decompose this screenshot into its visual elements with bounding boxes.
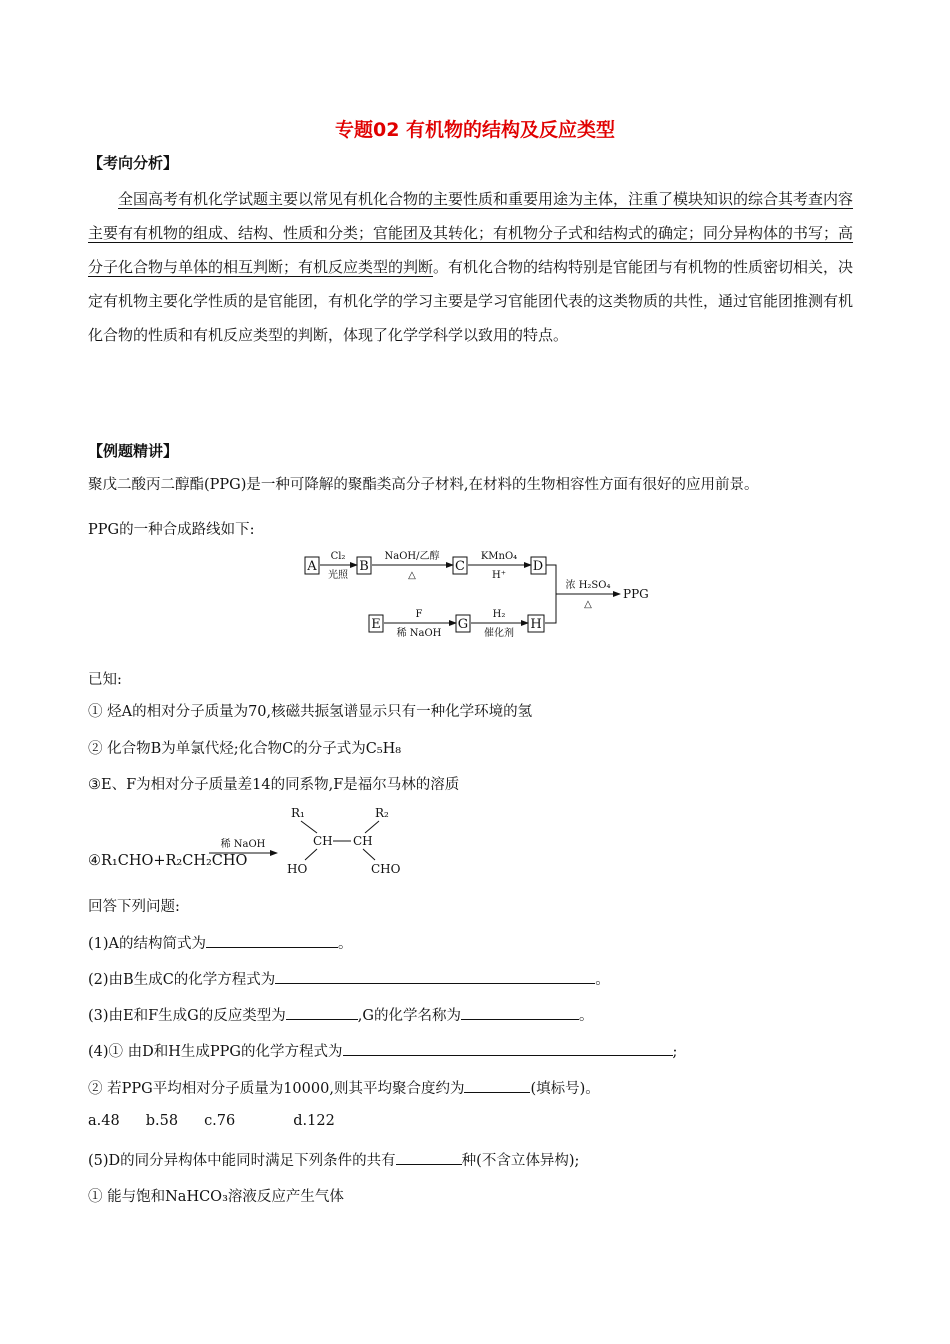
- bond-r2-ch: [365, 821, 379, 833]
- arrow-to-ppg-above: 浓 H₂SO₄: [565, 580, 611, 591]
- carbon-left: CH: [313, 834, 333, 848]
- question-2-text: (2)由B生成C的化学方程式为: [88, 972, 276, 988]
- question-3: [88, 1004, 593, 1025]
- answer-blank-3b[interactable]: [461, 1005, 579, 1020]
- answer-blank-4-2[interactable]: [464, 1078, 530, 1093]
- box-a-label: A: [307, 559, 317, 574]
- section-heading-analysis: 【考向分析】: [88, 154, 179, 172]
- product-ppg: PPG: [623, 587, 649, 601]
- arrow-c-d-below: H⁺: [492, 570, 506, 581]
- question-4-1: [88, 1040, 677, 1061]
- box-d-label: D: [532, 559, 544, 574]
- answer-blank-2[interactable]: [275, 969, 595, 984]
- question-2: [88, 968, 610, 989]
- question-4-2-end: (填标号)。: [530, 1081, 600, 1097]
- bond-ch-oh: [305, 849, 317, 860]
- question-4-2: [88, 1077, 600, 1098]
- box-g-label: G: [457, 617, 469, 632]
- known-item-3: ③E、F为相对分子质量差14的同系物,F是福尔马林的溶质: [88, 777, 460, 793]
- answer-blank-4-1[interactable]: [343, 1041, 673, 1056]
- intro-text: 聚戊二酸丙二醇酯(PPG)是一种可降解的聚酯类高分子材料,在材料的生物相容性方面有很好的应用前景。: [88, 477, 759, 493]
- question-4-2-text: ② 若PPG平均相对分子质量为10000,则其平均聚合度约为: [88, 1081, 465, 1097]
- box-b-label: B: [359, 559, 369, 574]
- synthesis-scheme: [290, 545, 670, 645]
- arrow-c-d-above: KMnO₄: [480, 551, 518, 562]
- group-cho: CHO: [371, 862, 401, 876]
- condition-1: ① 能与饱和NaHCO₃溶液反应产生气体: [88, 1189, 344, 1205]
- option-c[interactable]: c.76: [204, 1113, 236, 1129]
- arrow-a-b-above: Cl₂: [330, 551, 346, 562]
- page-title: 专题02 有机物的结构及反应类型: [334, 119, 616, 141]
- question-5: [88, 1149, 579, 1170]
- arrow-b-c-above: NaOH/乙醇: [384, 551, 440, 562]
- answer-blank-5[interactable]: [396, 1150, 462, 1165]
- group-ho: HO: [287, 862, 308, 876]
- question-1-text: (1)A的结构简式为: [88, 936, 207, 952]
- option-a[interactable]: a.48: [88, 1113, 120, 1129]
- answer-blank-1[interactable]: [206, 933, 338, 948]
- route-intro-text: PPG的一种合成路线如下:: [88, 522, 255, 538]
- question-1: [88, 932, 353, 953]
- question-5-text: (5)D的同分异构体中能同时满足下列条件的共有: [88, 1153, 396, 1169]
- box-e-label: E: [371, 617, 381, 632]
- analysis-rest-text: 。有机化合物的结构特别是官能团与有机物的性质密切相关，决定有机物主要化学性质的是官能团，有机化学的学习主要是学习官能团代表的这类物质的共性，通过官能团推测有机化合物的性质和有机反应类型的判断，体现了化学学科学以致用的特点。: [88, 258, 854, 344]
- arrow-g-h-below: 催化剂: [484, 628, 514, 639]
- aldol-reagent: 稀 NaOH: [220, 839, 266, 850]
- bond-ch-cho: [363, 849, 375, 860]
- question-5-end: 种(不含立体异构);: [461, 1153, 580, 1169]
- analysis-underlined-text: 全国高考有机化学试题主要以常见有机化合物的主要性质和重要用途为主体，注重了模块知识的综合其考查内容主要有有机物的组成、结构、性质和分类；官能团及其转化；有机物分子式和结构式的确定；同分异构体的书写；高分子化合物与单体的相互判断；有机反应类型的判断: [88, 190, 854, 276]
- known-item-1: ① 烃A的相对分子质量为70,核磁共振氢谱显示只有一种化学环境的氢: [88, 704, 533, 720]
- arrow-a-b-below: 光照: [328, 570, 348, 581]
- arrow-e-g-above: F: [415, 609, 423, 620]
- arrow-b-c-below: △: [408, 570, 416, 581]
- box-c-label: C: [455, 559, 465, 574]
- question-3-mid: ,G的化学名称为: [357, 1008, 461, 1024]
- question-1-end: 。: [338, 936, 353, 952]
- question-4-1-end: ;: [672, 1044, 678, 1060]
- box-h-label: H: [530, 617, 542, 632]
- question-3-end: 。: [578, 1008, 594, 1024]
- question-4-1-text: (4)① 由D和H生成PPG的化学方程式为: [88, 1044, 343, 1060]
- answer-blank-3a[interactable]: [286, 1005, 358, 1020]
- substituent-r1: R₁: [291, 806, 305, 820]
- known-item-2: ② 化合物B为单氯代烃;化合物C的分子式为C₅H₈: [88, 741, 402, 757]
- substituent-r2: R₂: [375, 806, 389, 820]
- option-b[interactable]: b.58: [145, 1113, 179, 1129]
- arrow-e-g-below: 稀 NaOH: [396, 628, 442, 639]
- question-3-text: (3)由E和F生成G的反应类型为: [88, 1008, 286, 1024]
- known-label: 已知:: [88, 672, 122, 688]
- analysis-paragraph: [88, 182, 864, 352]
- carbon-right: CH: [353, 834, 373, 848]
- arrow-to-ppg-below: △: [584, 599, 592, 610]
- arrow-g-h-above: H₂: [492, 609, 506, 620]
- join-bracket: [545, 565, 556, 623]
- known-item-4-lhs: ④R₁CHO+R₂CH₂CHO: [88, 853, 248, 869]
- option-d[interactable]: d.122: [293, 1113, 335, 1129]
- answer-options: [88, 1113, 361, 1129]
- bond-r1-ch: [301, 821, 317, 833]
- section-heading-example: 【例题精讲】: [88, 442, 179, 460]
- aldol-reaction-diagram: [205, 800, 425, 880]
- questions-label: 回答下列问题:: [88, 899, 180, 915]
- question-2-end: 。: [595, 972, 610, 988]
